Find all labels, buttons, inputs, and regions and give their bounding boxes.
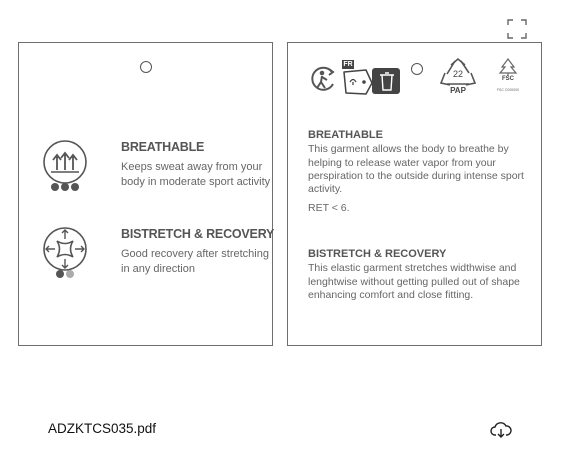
file-name[interactable]: ADZKTCS035.pdf — [48, 421, 157, 436]
fsc-logo — [488, 57, 528, 97]
breathable-icon — [39, 138, 91, 194]
recycle-person-icon — [308, 64, 338, 94]
hang-tag-back — [287, 42, 542, 346]
ret-value: RET < 6. — [308, 202, 350, 215]
triman-logo — [342, 60, 402, 96]
section-text: This elastic garment stretches widthwise and lenghtwise without getting pulled out of shape enhancing comfort and close fitting. — [308, 262, 520, 301]
section-bistretch — [308, 248, 530, 302]
cloud-download-icon — [490, 420, 512, 440]
expand-icon — [504, 16, 530, 42]
fr-badge: FR — [343, 61, 353, 68]
tag-hole — [140, 61, 152, 73]
logo-row — [308, 57, 533, 99]
tag-hole — [411, 63, 423, 75]
file-row — [0, 412, 565, 446]
hang-tag-front — [18, 42, 273, 346]
fsc-code: FSC C000000 — [496, 88, 520, 92]
section-breathable — [308, 129, 530, 216]
recycle-number: 22 — [452, 69, 463, 79]
feature-description: Good recovery after stretching in any direction — [121, 248, 269, 275]
recycle-code: PAP — [450, 86, 466, 95]
section-title: BREATHABLE — [308, 129, 383, 141]
feature-description: Keeps sweat away from your body in moderate sport activity — [121, 161, 271, 188]
recycle-22-pap-logo — [438, 57, 478, 97]
fsc-label: FSC — [502, 76, 514, 82]
triman-tag-icon — [342, 60, 402, 96]
expand-button[interactable] — [504, 16, 530, 42]
bistretch-icon — [39, 225, 91, 281]
section-text: This garment allows the body to breathe by helping to release water vapor from your perspiration to the outside during intense sport activity. — [308, 143, 524, 196]
section-title: BISTRETCH & RECOVERY — [308, 248, 447, 260]
feature-title: BISTRETCH & RECOVERY — [121, 227, 275, 241]
fsc-tree-icon — [488, 57, 528, 77]
download-button[interactable] — [490, 420, 512, 440]
feature-title: BREATHABLE — [121, 140, 205, 154]
